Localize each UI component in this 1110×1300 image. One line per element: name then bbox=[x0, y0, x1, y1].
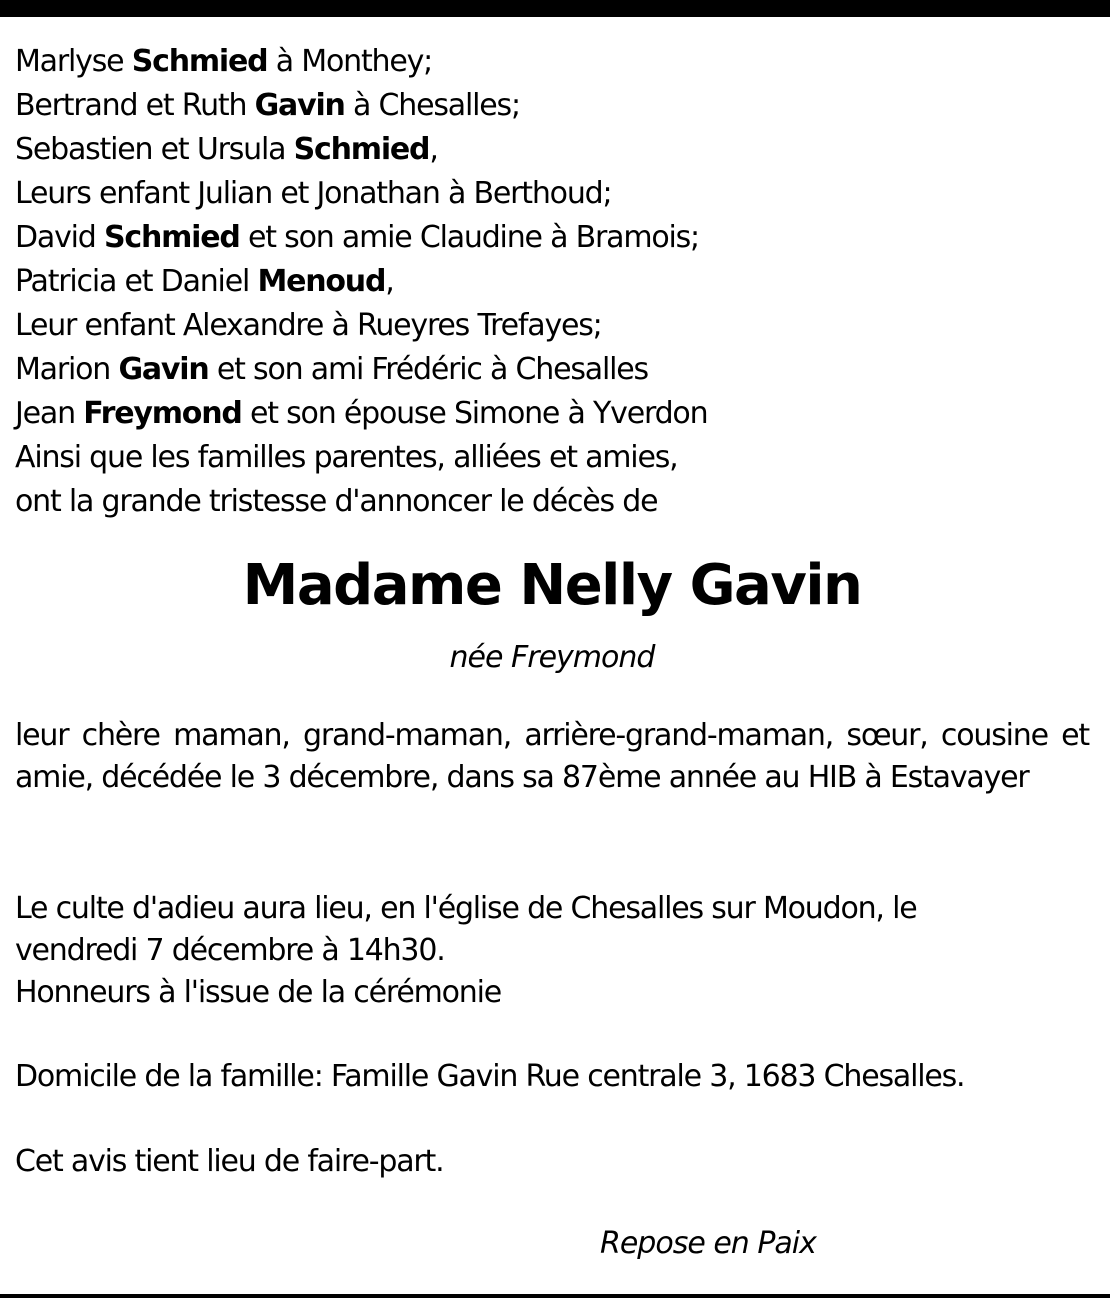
family-surname: Freymond bbox=[83, 396, 242, 431]
family-line-text: Sebastien et Ursula bbox=[15, 132, 294, 167]
family-line-text: David bbox=[15, 220, 104, 255]
family-line-text: Jean bbox=[15, 396, 84, 431]
family-line-text: , bbox=[385, 264, 394, 299]
family-surname: Gavin bbox=[254, 88, 345, 123]
family-line bbox=[15, 172, 1089, 216]
family-line-text: Leurs enfant Julian et Jonathan à Berthoud; bbox=[15, 176, 612, 211]
family-line-text: Patricia et Daniel bbox=[15, 264, 258, 299]
obituary-notice bbox=[15, 40, 1089, 1261]
family-line bbox=[15, 84, 1089, 128]
family-line-text: et son amie Claudine à Bramois; bbox=[239, 220, 699, 255]
ceremony-paragraph bbox=[15, 888, 1089, 1014]
family-line-text: et son épouse Simone à Yverdon bbox=[241, 396, 708, 431]
family-surname: Schmied bbox=[131, 44, 268, 79]
family-line-text: et son ami Frédéric à Chesalles bbox=[208, 352, 648, 387]
announcement-paragraph: leur chère maman, grand-maman, arrière-grand-maman, sœur, cousine et amie, décédée le 3 décembre, dans sa 87ème année au HIB à Estavayer bbox=[15, 718, 1089, 795]
ceremony-line: Le culte d'adieu aura lieu, en l'église de Chesalles sur Moudon, le bbox=[15, 891, 917, 926]
family-line-text: à Monthey; bbox=[267, 44, 433, 79]
family-surname: Menoud bbox=[257, 264, 386, 299]
family-line bbox=[15, 304, 1089, 348]
ceremony-line: vendredi 7 décembre à 14h30. bbox=[15, 933, 445, 968]
family-line-text: , bbox=[429, 132, 438, 167]
family-list bbox=[15, 40, 1089, 524]
closing-phrase: Repose en Paix bbox=[600, 1226, 816, 1261]
family-line-text: Marlyse bbox=[15, 44, 132, 79]
family-line-text: ont la grande tristesse d'annoncer le décès de bbox=[15, 484, 658, 519]
top-border bbox=[0, 0, 1110, 17]
maiden-name: née Freymond bbox=[449, 640, 655, 675]
family-line bbox=[15, 40, 1089, 84]
family-line bbox=[15, 128, 1089, 172]
deceased-name: Madame Nelly Gavin bbox=[242, 553, 862, 618]
bottom-border bbox=[0, 1294, 1110, 1298]
family-surname: Gavin bbox=[118, 352, 209, 387]
family-surname: Schmied bbox=[103, 220, 240, 255]
family-line bbox=[15, 436, 1089, 480]
family-line bbox=[15, 216, 1089, 260]
family-line-text: Ainsi que les familles parentes, alliées et amies, bbox=[15, 440, 678, 475]
family-line-text: Marion bbox=[15, 352, 119, 387]
family-line-text: Bertrand et Ruth bbox=[15, 88, 255, 123]
family-line-text: Leur enfant Alexandre à Rueyres Trefayes; bbox=[15, 308, 602, 343]
family-line bbox=[15, 392, 1089, 436]
family-line bbox=[15, 348, 1089, 392]
ceremony-line: Honneurs à l'issue de la cérémonie bbox=[15, 975, 501, 1010]
family-line-text: à Chesalles; bbox=[344, 88, 520, 123]
family-surname: Schmied bbox=[293, 132, 430, 167]
family-line bbox=[15, 480, 1089, 524]
notice-paragraph: Cet avis tient lieu de faire-part. bbox=[15, 1144, 444, 1179]
domicile-paragraph: Domicile de la famille: Famille Gavin Rue centrale 3, 1683 Chesalles. bbox=[15, 1059, 965, 1094]
family-line bbox=[15, 260, 1089, 304]
